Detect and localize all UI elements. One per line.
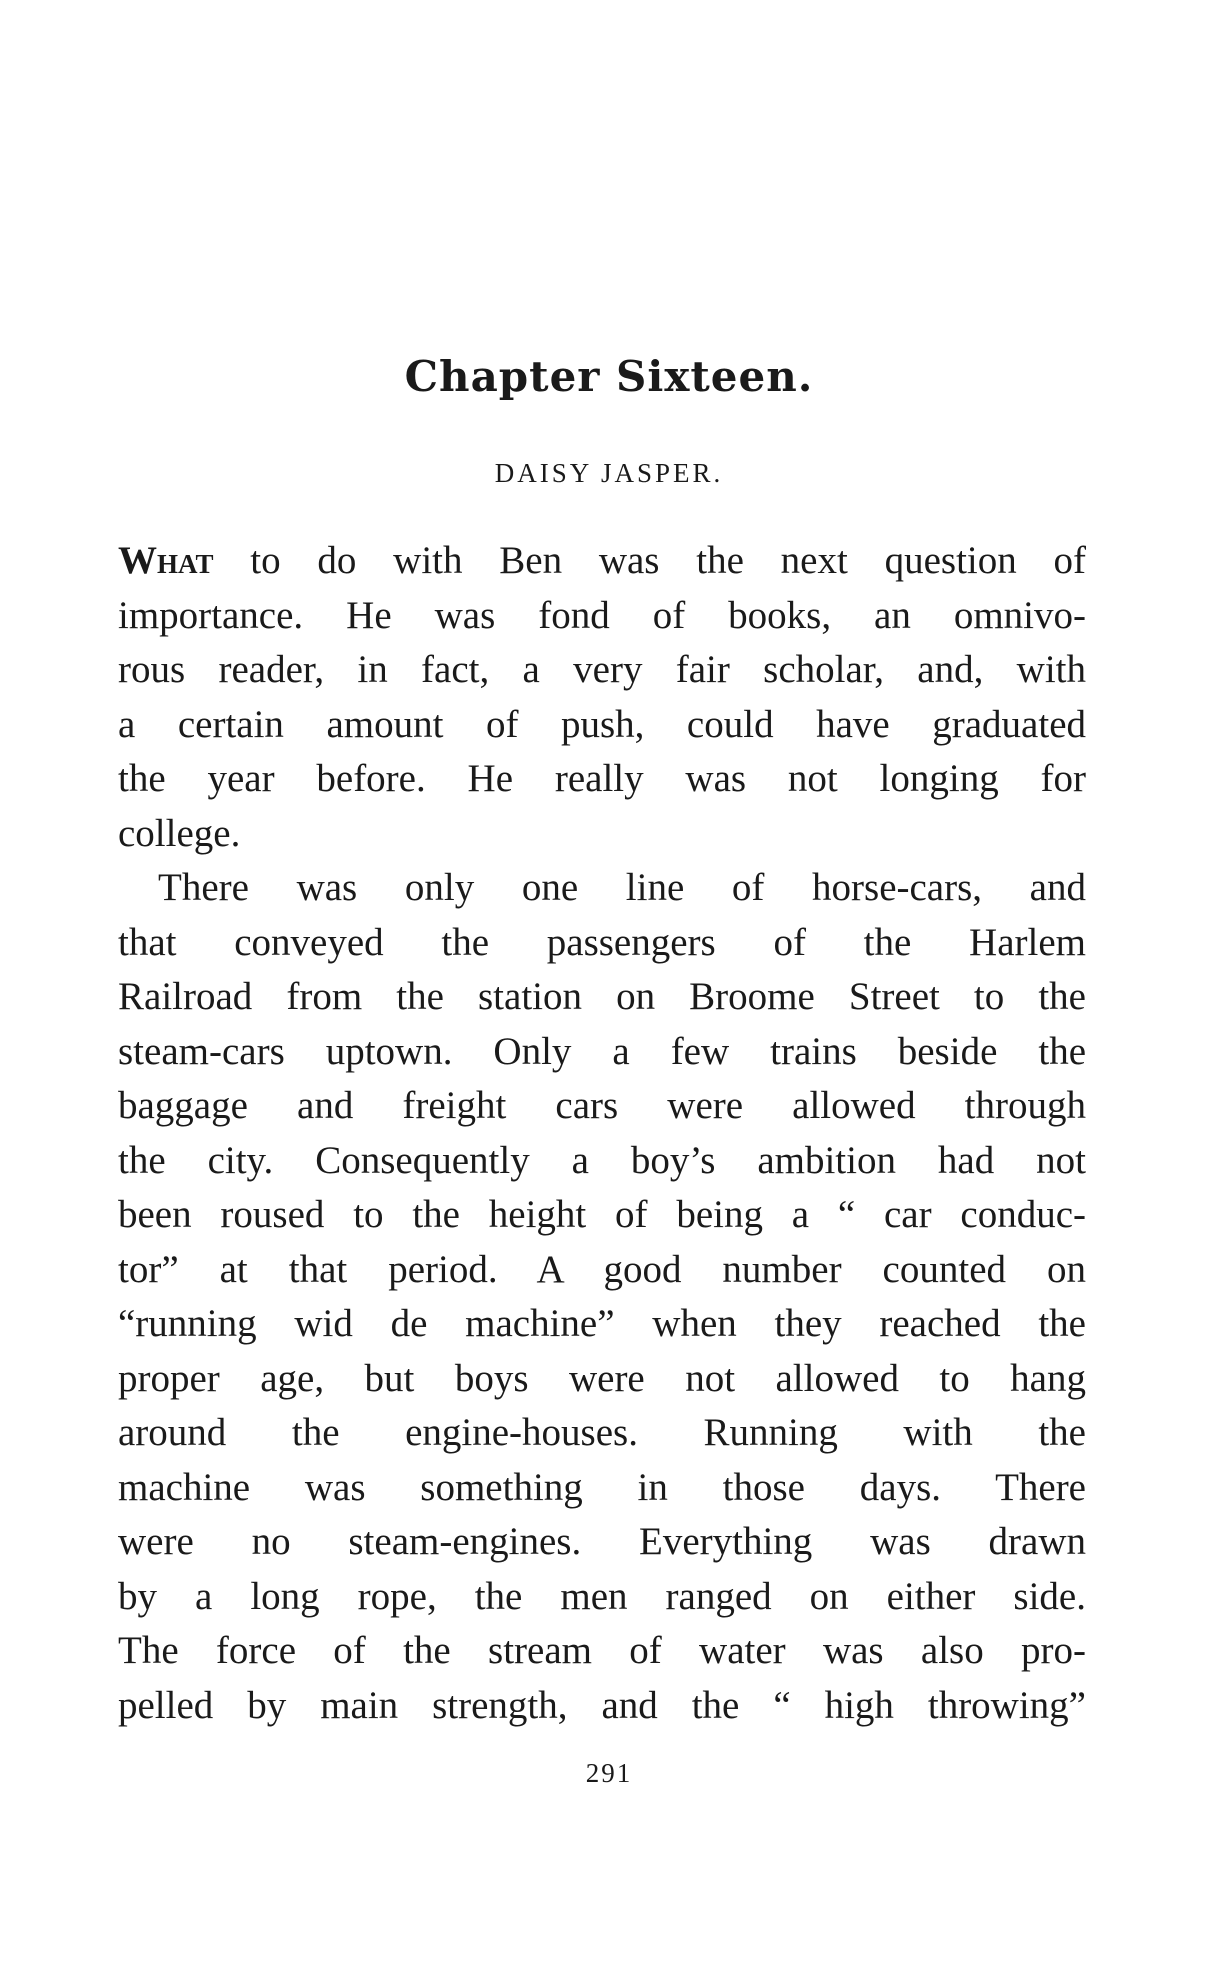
text-line: college. bbox=[118, 811, 241, 855]
text-line: steam-cars uptown. Only a few trains beside the bbox=[118, 1029, 1086, 1073]
text-line: around the engine-houses. Running with the bbox=[118, 1411, 1086, 1454]
text-line: by a long rope, the men ranged on either side. bbox=[118, 1574, 1086, 1618]
chapter-title: Chapter Sixteen. bbox=[404, 352, 814, 401]
text-line: been roused to the height of being a “ car conduc- bbox=[118, 1193, 1086, 1236]
text-line: that conveyed the passengers of the Harlem bbox=[118, 920, 1086, 964]
text-line: proper age, but boys were not allowed to hang bbox=[118, 1356, 1086, 1400]
page-number: 291 bbox=[585, 1758, 633, 1788]
lead-word: What bbox=[118, 539, 214, 582]
text-line: pelled by main strength, and the “ high throwing” bbox=[118, 1683, 1086, 1727]
line-text: to do with Ben was the next question of bbox=[213, 539, 1086, 582]
text-line: were no steam-engines. Everything was drawn bbox=[118, 1520, 1086, 1563]
text-line: a certain amount of push, could have graduated bbox=[118, 702, 1086, 746]
text-line bbox=[118, 534, 1086, 589]
text-line: rous reader, in fact, a very fair scholar, and, with bbox=[118, 648, 1086, 691]
text-line: Railroad from the station on Broome Street to the bbox=[118, 975, 1086, 1018]
text-line: the year before. He really was not longing for bbox=[118, 757, 1086, 800]
text-line: machine was something in those days. There bbox=[118, 1465, 1086, 1509]
body-text bbox=[118, 534, 1086, 1733]
text-line: tor” at that period. A good number counted on bbox=[118, 1247, 1086, 1291]
text-line: There was only one line of horse-cars, and bbox=[158, 866, 1086, 909]
text-line: baggage and freight cars were allowed through bbox=[118, 1084, 1086, 1127]
text-line: importance. He was fond of books, an omnivo- bbox=[118, 593, 1086, 637]
text-line: The force of the stream of water was also pro- bbox=[118, 1629, 1086, 1672]
text-line: the city. Consequently a boy’s ambition had not bbox=[118, 1138, 1086, 1182]
text-line: “running wid de machine” when they reached the bbox=[118, 1302, 1086, 1345]
chapter-subtitle: DAISY JASPER. bbox=[494, 458, 724, 488]
